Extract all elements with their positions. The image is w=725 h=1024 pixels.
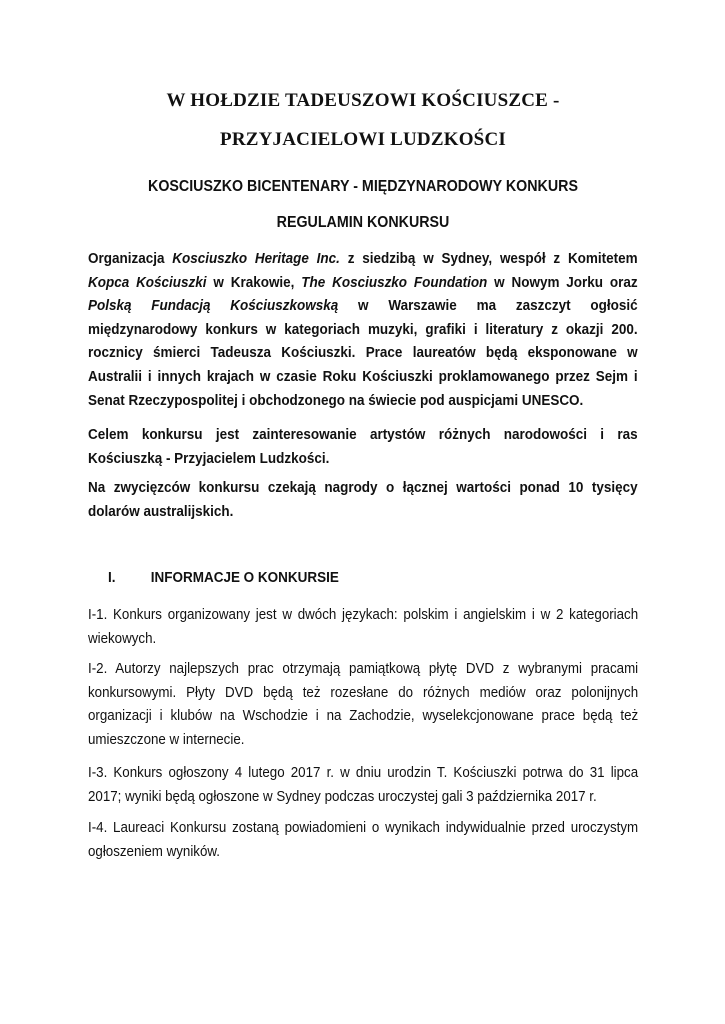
regulations-heading: REGULAMIN KONKURSU xyxy=(276,214,450,231)
rule-line: I-1. Konkurs organizowany jest w dwóch językach: polskim i angielskim i w 2 kategoriach xyxy=(88,607,639,623)
rule-item-1 xyxy=(88,604,638,651)
prize-line: Na zwycięzców konkursu czekają nagrody o łącznej wartości ponad 10 tysięcy xyxy=(88,480,638,496)
rule-line: I-4. Laureaci Konkursu zostaną powiadomieni o wynikach indywidualnie przed uroczystym xyxy=(88,820,639,836)
intro-text: w Nowym Jorku oraz xyxy=(487,274,638,291)
rule-line: umieszczone w internecie. xyxy=(88,731,245,748)
intro-line: Australii i innych krajach w czasie Roku Kościuszki proklamowanego przez Sejm i xyxy=(88,368,638,385)
intro-text: w Warszawie ma zaszczyt ogłosić xyxy=(338,298,638,315)
goal-paragraph xyxy=(88,424,638,471)
rule-line: 2017; wyniki będą ogłoszone w Sydney podczas uroczystej gali 3 października 2017 r. xyxy=(88,788,597,805)
prize-line: dolarów australijskich. xyxy=(88,503,234,520)
organization-name: Kosciuszko Heritage Inc. xyxy=(172,251,340,267)
prize-paragraph xyxy=(88,477,638,524)
rule-line: I-3. Konkurs ogłoszony 4 lutego 2017 r. w dniu urodzin T. Kościuszki potrwa do 31 lipca xyxy=(88,765,639,781)
goal-line: Kościuszką - Przyjacielem Ludzkości. xyxy=(88,450,330,467)
intro-text: Organizacja xyxy=(88,251,173,267)
intro-line xyxy=(88,272,638,296)
document-title-line-2: PRZYJACIELOWI LUDZKOŚCI xyxy=(220,129,506,150)
section-heading xyxy=(108,570,339,586)
intro-text: z siedzibą w Sydney, wespół z Komitetem xyxy=(339,251,638,267)
intro-paragraph xyxy=(88,248,638,413)
intro-line: Senat Rzeczypospolitej i obchodzonego na świecie pod auspicjami UNESCO. xyxy=(88,392,584,409)
rule-item-4 xyxy=(88,817,638,864)
intro-text: w Krakowie, xyxy=(206,274,302,291)
intro-line xyxy=(88,248,638,272)
rule-line: wiekowych. xyxy=(88,630,157,647)
foundation-name: The Kosciuszko Foundation xyxy=(301,274,488,291)
rule-item-2 xyxy=(88,658,638,752)
rule-line: ogłoszeniem wyników. xyxy=(88,843,220,860)
document-title-line-1: W HOŁDZIE TADEUSZOWI KOŚCIUSZCE - xyxy=(166,90,560,111)
competition-subtitle: KOSCIUSZKO BICENTENARY - MIĘDZYNARODOWY KONKURS xyxy=(148,178,578,195)
goal-line: Celem konkursu jest zainteresowanie artystów różnych narodowości i ras xyxy=(88,427,638,443)
section-number: I. xyxy=(108,570,116,586)
rule-line: I-2. Autorzy najlepszych prac otrzymają pamiątkową płytę DVD z wybranymi pracami xyxy=(88,661,639,677)
polish-foundation-name: Polską Fundacją Kościuszkowską xyxy=(88,298,339,315)
rule-line: konkursowymi. Płyty DVD będą też rozesłane do różnych mediów oraz polonijnych xyxy=(88,684,639,701)
rule-item-3 xyxy=(88,762,638,809)
committee-name: Kopca Kościuszki xyxy=(88,274,207,291)
intro-line: międzynarodowy konkurs w kategoriach muzyki, grafiki i literatury z okazji 200. xyxy=(88,321,638,338)
intro-line: rocznicy śmierci Tadeusza Kościuszki. Prace laureatów będą eksponowane w xyxy=(88,345,638,362)
intro-line xyxy=(88,295,638,319)
section-title: INFORMACJE O KONKURSIE xyxy=(150,570,339,586)
rule-line: organizacji i klubów na Wschodzie i na Zachodzie, wyselekcjonowane prace będą też xyxy=(88,708,639,725)
